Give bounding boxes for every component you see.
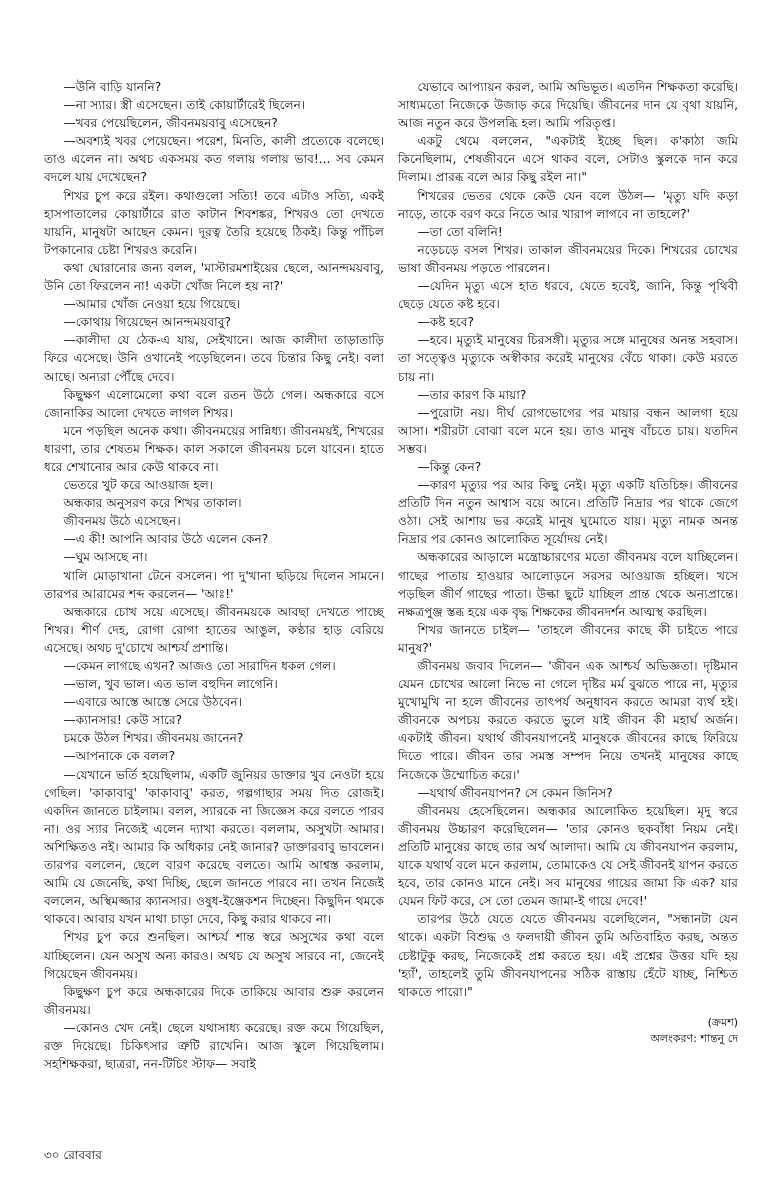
paragraph: তারপর উঠে যেতে যেতে জীবনময় বলেছিলেন, "সন্ধানটা যেন থাকে। একটা বিশুদ্ধ ও ফলদায়ী জীবন তুমি অতিবাহিত করছ, অন্তত চেষ্টাটুকু করছ, নিজেকেই প্রশ্ন করতে হয়। এই প্রশ্নের উত্তর যদি হয় 'হ্যাঁ', তাহলেই তুমি জীবনযাপনের সঠিক রাস্তায় হেঁটে যাচ্ছ, নিশ্চিত থাকতে পারো।" <box>398 912 738 999</box>
paragraph: —যথার্থ জীবনযাপন? সে কেমন জিনিস? <box>417 785 613 800</box>
paragraph: —তার কারণ কি মায়া? <box>417 387 527 402</box>
paragraph: —কোথায় গিয়েছেন আনন্দময়বাবু? <box>63 315 231 330</box>
paragraph: খালি মোড়াখানা টেনে বসলেন। পা দু'খানা ছড়িয়ে দিলেন সামনে। তারপর আরামের শব্দ করলেন— 'আঃ!' <box>44 568 384 601</box>
paragraph: অন্ধকারের আড়ালে মন্ত্রোচ্চারণের মতো জীবনময় বলে যাচ্ছিলেন। গাছের পাতায় হাওয়ার আলোড়নে সরসর আওয়াজ হচ্ছিল। খসে পড়ছিল জীর্ণ গাছের পাতা। উল্কা ছুটে যাচ্ছিল প্রান্ত থেকে অন্যপ্রান্তে। নক্ষত্রপুঞ্জ স্তব্ধ হয়ে এক বৃদ্ধ শিক্ষকের জীবনদর্শন আত্মস্থ করছিল। <box>398 550 738 619</box>
paragraph: —তা তো বলিনি! <box>417 224 503 239</box>
paragraph: শিখর জানতে চাইল— 'তাহলে জীবনের কাছে কী চাইতে পারে মানুষ?' <box>398 622 738 655</box>
illustration-credit: অলংকরণ: শান্তনু দে <box>650 1031 738 1045</box>
paragraph: —কিন্তু কেন? <box>417 459 482 474</box>
paragraph: জীবনময় জবাব দিলেন— 'জীবন এক আশ্চর্য অভিজ্ঞতা। দৃষ্টিমান যেমন চোখের আলো নিভে না গেলে দৃষ্টির মর্ম বুঝতে পারে না, মৃত্যুর মুখোমুখি না হলে জীবনের তাৎপর্য অনুধাবন করতে আমরা ব্যর্থ হই। জীবনকে অপচয় করতে করতে ভুলে যাই জীবন কী মহার্ঘ অর্জন। একটাই জীবন। যথার্থ জীবনযাপনেই মানুষকে জীবনের কাছে ফিরিয়ে দিতে পারে। জীবন তার সমস্ত সম্পদ নিয়ে তখনই মানুষের কাছে নিজেকে উম্মোচিত করে।' <box>398 659 738 782</box>
paragraph: —না স্যার। স্ত্রী এসেছেন। তাই কোয়ার্টারেই ছিলেন। <box>63 98 306 113</box>
paragraph: —উনি বাড়ি যাননি? <box>63 80 162 94</box>
paragraph: কিছুক্ষণ চুপ করে অন্ধকারের দিকে তাকিয়ে আবার শুরু করলেন জীবনময়। <box>44 984 384 1017</box>
paragraph: —কেমন লাগছে এখন? আজও তো সারাদিন ধকল গেল। <box>63 659 336 673</box>
paragraph: —কোনও খেদ নেই। ছেলে যথাসাধ্য করেছে। রক্ত কমে গিয়েছিল, রক্ত দিয়েছে। চিকিৎসার ত্রুটি রাখেনি। আজ স্কুলে গিয়েছিলাম। সহশিক্ষকরা, ছাত্ররা, নন-টিচিং স্টাফ— সবাই <box>44 1020 384 1072</box>
paragraph: —ভাল, খুব ভাল। এত ভাল বহুদিন লাগেনি। <box>63 677 278 692</box>
paragraph: যেভাবে আপ্যায়ন করল, আমি অভিভূত। এতদিন শিক্ষকতা করেছি। সাধ্যমতো নিজেকে উজাড় করে দিয়েছি। জীবনের দান যে বৃথা যায়নি, আজ নতুন করে উপলব্ধি হল। আমি পরিতৃপ্ত। <box>398 80 738 131</box>
paragraph: —পুরোটা নয়। দীর্ঘ রোগভোগের পর মায়ার বন্ধন আলগা হয়ে আসা। শরীরটা বোঝা বলে মনে হয়। তাও মানুষ বাঁচতে চায়। যতদিন সম্ভব। <box>398 405 738 456</box>
paragraph: —ঘুম আসছে না। <box>63 550 148 565</box>
paragraph: —এবারে আস্তে আস্তে সেরে উঠবেন। <box>63 695 243 710</box>
paragraph: —কষ্ট হবে? <box>417 315 474 330</box>
paragraph: শিখরের ভেতর থেকে কেউ যেন বলে উঠল— 'মৃত্যু যদি কড়া নাড়ে, তাকে বরণ করে নিতে আর খারাপ লাগবে না তাহলে?' <box>398 188 738 221</box>
left-column <box>44 78 384 1073</box>
to-be-continued: (ক্রমশ) <box>707 1015 738 1029</box>
paragraph: জীবনময় হেসেছিলেন। অন্ধকার আলোকিত হয়েছিল। মৃদু স্বরে জীবনময় উচ্চারণ করেছিলেন— 'তার কোনও ছকবাঁধা নিয়ম নেই। প্রতিটি মানুষের কাছে তার অর্থ আলাদা। আমি যে জীবনযাপন করলাম, যাকে যথার্থ বলে মনে করলাম, তোমাকেও যে সেই জীবনই যাপন করতে হবে, তার কোনও মানে নেই। সব মানুষের গায়ের জামা কি এক? যার যেমন ফিট করে, সে তো তেমন জামা-ই গায়ে দেবে!' <box>398 803 738 909</box>
paragraph: —যেখানে ভর্তি হয়েছিলাম, একটি জুনিয়র ডাক্তার খুব নেওটা হয়ে গেছিল। 'কাকাবাবু' 'কাকাবাবু' করত, গল্পগাছার সময় দিত রোজই। একদিন জানতে চাইলাম। বলল, স্যারকে না জিজ্ঞেস করে বলতে পারব না। ওর স্যার নিজেই এলেন দ্যাখা করতে। বললাম, অসুখটা আমার। অশিক্ষিতও নই। আমার কি অধিকার নেই জানার? ডাক্তারবাবু ভাবলেন। তারপর বললেন, ছেলে বারণ করেছে বলতে। আমি আশ্বস্ত করলাম, আমি যে জেনেছি, কথা দিচ্ছি, ছেলে জানতে পারবে না। তখন নিজেই বললেন, অস্থিমজ্জার ক্যানসার। ওষুধ-ইঞ্জেকশন দিচ্ছেন। কিছুদিন থমকে থাকবে। আবার যখন মাথা চাড়া দেবে, কিছু করার থাকবে না। <box>44 767 384 927</box>
paragraph: মনে পড়ছিল অনেক কথা। জীবনময়ের সান্নিধ্য। জীবনময়ই, শিখরের ধারণা, তার শেষতম শিক্ষক। কাল সকালে জীবনময় চলে যাবেন। হাতে ধরে শেখানোর আর কেউ থাকবে না। <box>44 423 384 474</box>
paragraph: নড়েচড়ে বসল শিখর। তাকাল জীবনময়ের দিকে। শিখরের চোখের ভাষা জীবনময় পড়তে পারলেন। <box>398 242 738 275</box>
paragraph: —আপনাকে কে বলল? <box>63 749 176 764</box>
paragraph: —এ কী! আপনি আবার উঠে এলেন কেন? <box>63 532 269 547</box>
paragraph: অন্ধকার অনুসরণ করে শিখর তাকাল। <box>63 496 242 511</box>
paragraph: জীবনময় উঠে এসেছেন। <box>63 514 181 529</box>
paragraph: —আমার খোঁজ নেওয়া হয়ে গিয়েছে। <box>63 297 241 312</box>
paragraph: একটু থেমে বললেন, "একটাই ইচ্ছে ছিল। ক'কাঠা জমি কিনেছিলাম, শেষজীবনে এসে থাকব বলে, সেটাও স্কুলকে দান করে দিলাম। প্রারব্ধ বলে আর কিছু রইল না।" <box>398 134 738 185</box>
paragraph: —কারণ মৃত্যুর পর আর কিছু নেই। মৃত্যু একটি যতিচিহ্ন। জীবনের প্রতিটি দিন নতুন আশ্বাস বয়ে আনে। প্রতিটি নিদ্রার পর থাকে জেগে ওঠা। সেই আশায় ভর করেই মানুষ ঘুমোতে যায়। মৃত্যু নামক অনন্ত নিদ্রার পর কোনও আলোকিত সূর্যোদয় নেই। <box>398 478 738 547</box>
right-column <box>398 78 738 1047</box>
paragraph: কিছুক্ষণ এলোমেলো কথা বলে রতন উঠে গেল। অন্ধকারে বসে জোনাকির আলো দেখতে লাগল শিখর। <box>44 387 384 420</box>
paragraph: ভেতরে খুট করে আওয়াজ হল। <box>63 478 214 493</box>
paragraph: শিখর চুপ করে রইল। কথাগুলো সত্যি! তবে এটাও সত্যি, একই হাসপাতালের কোয়ার্টারে রাত কাটান শিবশঙ্কর, শিখরও তো দেখতে যায়নি, মানুষটা আছেন কেমন। দূরত্ব তৈরি হয়েছে ঠিকই। কিন্তু পাঁচিল টপকানোর চেষ্টা শিখরও করেনি। <box>44 188 384 257</box>
page-footer: ৩০ রোববার <box>44 1148 102 1162</box>
paragraph: —কালীদা যে ঠেক-এ যায়, সেইখানে। আজ কালীদা তাড়াতাড়ি ফিরে এসেছে। উনি ওখানেই পড়েছিলেন। তবে চিন্তার কিছু নেই। বলা আছে। অন্যরা পৌঁছে দেবে। <box>44 333 384 384</box>
credit-block <box>398 1015 738 1047</box>
paragraph: —যেদিন মৃত্যু এসে হাত ধরবে, যেতে হবেই, জানি, কিন্তু পৃথিবী ছেড়ে যেতে কষ্ট হবে। <box>398 279 738 312</box>
paragraph: —ক্যানসার! কেউ সারে? <box>63 713 183 728</box>
paragraph: —অবশ্যই খবর পেয়েছেন। পরেশ, মিনতি, কালী প্রত্যেকে বলেছে। তাও এলেন না। অথচ একসময় কত গলায় গলায় ভাব!... সব কেমন বদলে যায় দেখেছেন? <box>44 134 384 185</box>
paragraph: কথা ঘোরানোর জন্য বলল, 'মাস্টারমশাইয়ের ছেলে, আনন্দময়বাবু, উনি তো ফিরলেন না! একটা খোঁজ নিলে হয় না?' <box>44 260 384 294</box>
paragraph: শিখর চুপ করে শুনছিল। আশ্চর্য শান্ত স্বরে অসুখের কথা বলে যাচ্ছিলেন। যেন অসুখ অন্য কারও। অথচ যে অসুখ সারবে না, জেনেই গিয়েছেন জীবনময়। <box>44 930 384 981</box>
paragraph: চমকে উঠল শিখর। জীবনময় জানেন? <box>63 731 244 746</box>
paragraph: অন্ধকারে চোখ সয়ে এসেছে। জীবনময়কে আবছা দেখতে পাচ্ছে শিখর। শীর্ণ দেহ, রোগা রোগা হাতের আঙুল, কণ্ঠার হাড় বেরিয়ে এসেছে। অথচ দু'চোখে আশ্চর্য প্রশান্তি। <box>44 604 384 655</box>
paragraph: —খবর পেয়েছিলেন, জীবনময়বাবু এসেছেন? <box>63 116 278 131</box>
paragraph: —হবে। মৃত্যুই মানুষের চিরসঙ্গী। মৃত্যুর সঙ্গে মানুষের অনন্ত সহবাস। তা সত্ত্বেও মৃত্যুকে অস্বীকার করেই মানুষের বেঁচে থাকা। কেউ মরতে চায় না। <box>398 333 738 384</box>
